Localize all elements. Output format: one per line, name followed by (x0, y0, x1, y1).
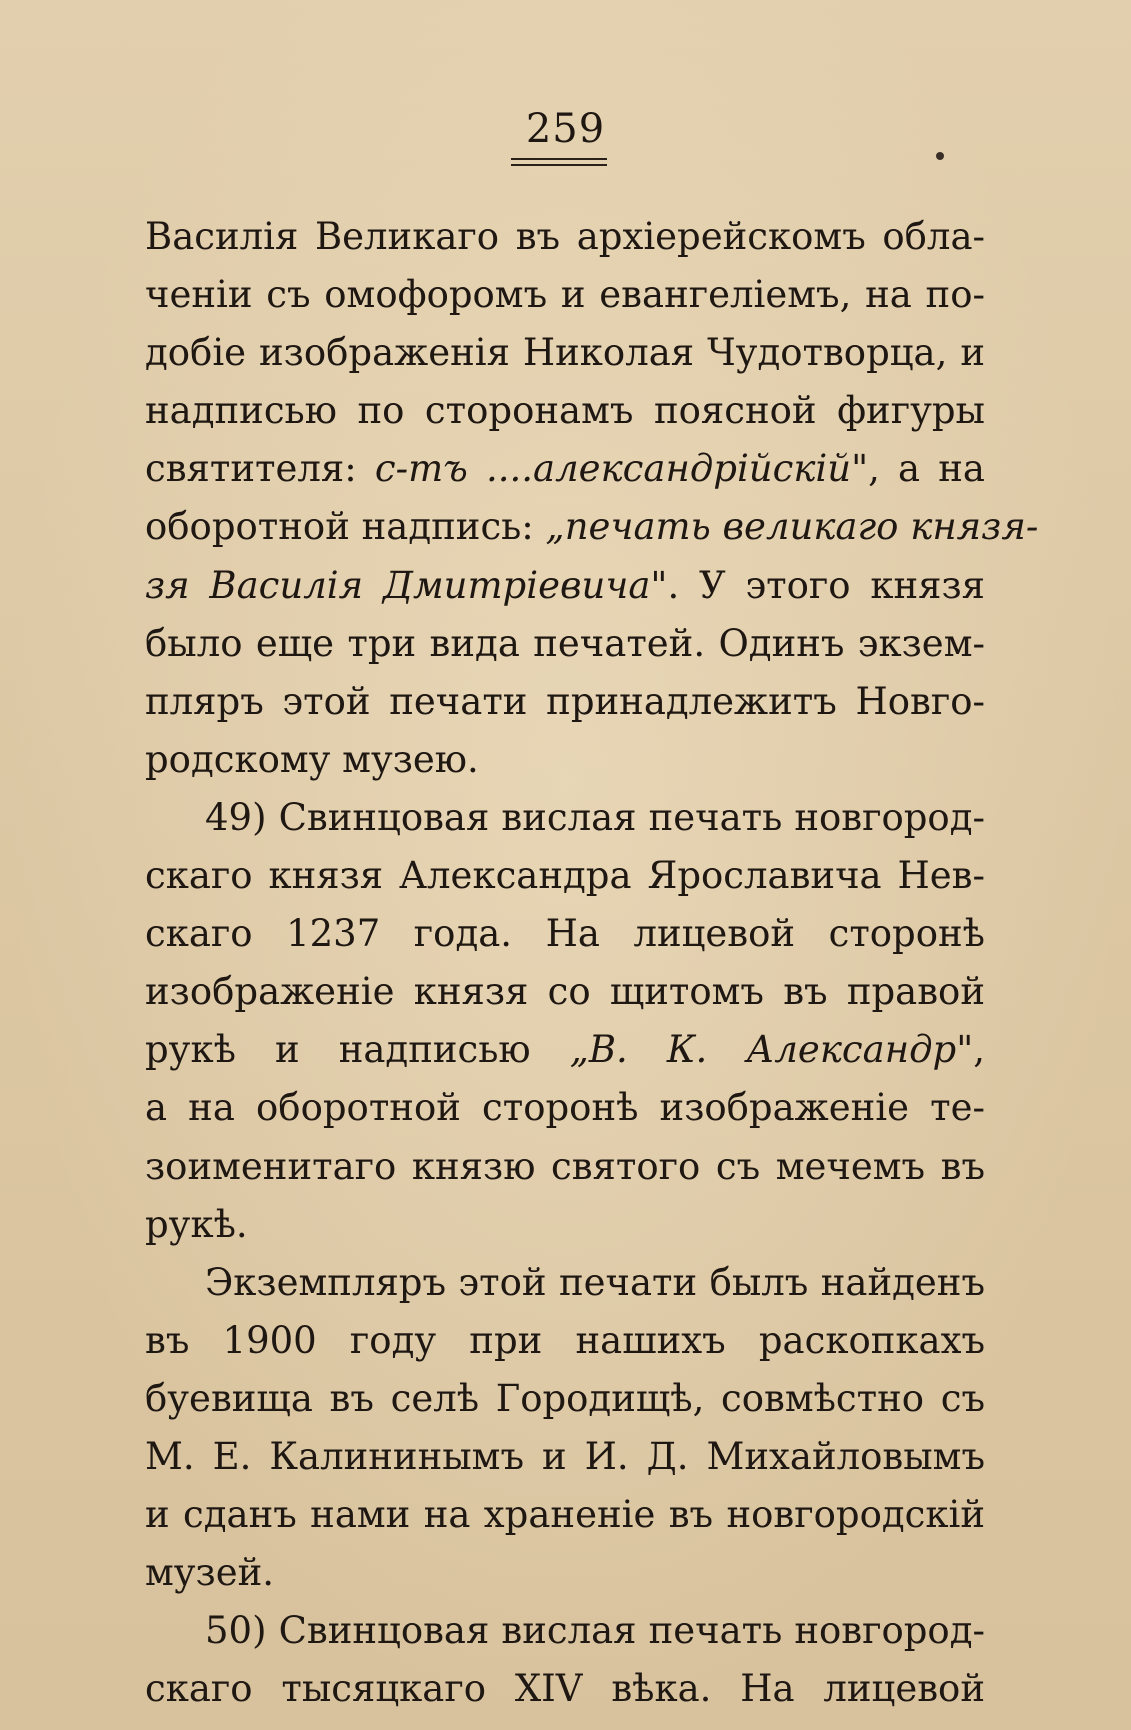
text-line: скаго князя Александра Ярославича Нев- (145, 854, 985, 898)
text-line: М. Е. Калининымъ и И. Д. Михайловымъ (145, 1434, 985, 1478)
text-line: и сданъ нами на храненіе въ новгородскій (145, 1493, 985, 1537)
text-line: было еще три вида печатей. Одинъ экзем- (145, 621, 985, 665)
text-line: скаго тысяцкаго XIV вѣка. На лицевой (145, 1667, 985, 1711)
text-line: Василія Великаго въ архіерейскомъ обла- (145, 215, 985, 258)
page-number: 259 (525, 106, 606, 152)
text-line: въ 1900 году при нашихъ раскопкахъ (145, 1318, 985, 1362)
text-line: изображеніе князя со щитомъ въ правой (145, 970, 985, 1014)
text-line: буевища въ селѣ Городищѣ, совмѣстно съ (145, 1376, 985, 1420)
text-line: зя Василія Дмитріевича". У этого князя (145, 563, 985, 607)
text-line: надписью по сторонамъ поясной фигуры (145, 389, 985, 433)
text-line: ченіи съ омофоромъ и евангеліемъ, на по- (145, 273, 985, 317)
text-line: рукѣ и надписью „В. К. Александр", (145, 1028, 985, 1072)
body-text (145, 208, 1039, 1718)
text-line: 49) Свинцовая вислая печать новгород- (205, 795, 985, 839)
text-line: музей. (145, 1551, 275, 1595)
text-line: добіе изображенія Николая Чудотворца, и (145, 331, 985, 375)
text-line: оборотной надпись: „печать великаго князя- (145, 505, 1039, 549)
page-number-rule-top (511, 158, 607, 160)
text-line: 50) Свинцовая вислая печать новгород- (205, 1609, 985, 1653)
text-line: святителя: с-тъ ....александрійскій", а на (145, 447, 985, 491)
text-line: а на оборотной сторонѣ изображеніе те- (145, 1086, 985, 1130)
text-line: зоименитаго князю святого съ мечемъ въ (145, 1144, 985, 1188)
page-number-rule-bottom (511, 164, 607, 166)
text-line: Экземпляръ этой печати былъ найденъ (205, 1260, 985, 1304)
text-line: родскому музею. (145, 737, 479, 781)
text-line: пляръ этой печати принадлежитъ Новго- (145, 679, 985, 723)
ink-speck (936, 152, 944, 160)
text-line: рукѣ. (145, 1202, 248, 1246)
text-line: скаго 1237 года. На лицевой сторонѣ (145, 912, 985, 956)
